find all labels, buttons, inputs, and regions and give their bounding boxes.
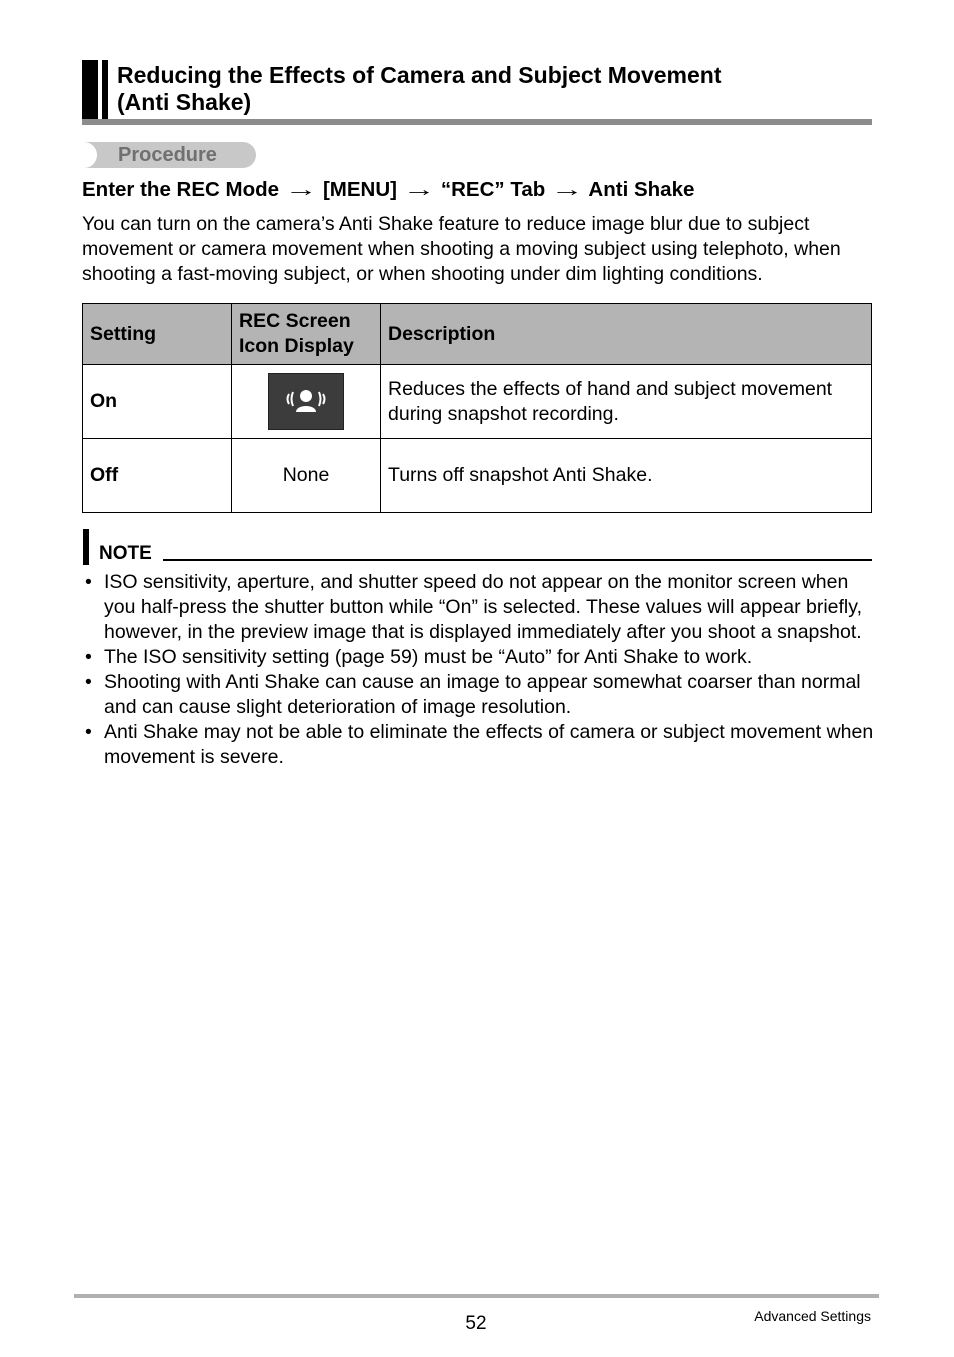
title-underline — [82, 119, 872, 125]
path-step-rec-mode: Enter the REC Mode — [82, 178, 280, 201]
note-text: Anti Shake may not be able to eliminate the effects of camera or subject movement when movement is severe. — [104, 721, 874, 768]
footer-section-name: Advanced Settings — [754, 1308, 871, 1324]
anti-shake-icon — [268, 373, 344, 430]
bullet-icon: • — [85, 721, 92, 743]
list-item — [82, 570, 882, 645]
header-setting: Setting — [83, 304, 232, 365]
header-description: Description — [381, 304, 872, 365]
note-text: ISO sensitivity, aperture, and shutter speed do not appear on the monitor screen when you half-press the shutter button while “On” is selected. These values will appear briefly, however, in the preview image that is displayed immediately after you shoot a snapshot. — [104, 571, 862, 643]
arrow-right-icon: → — [402, 178, 436, 201]
procedure-label: Procedure — [118, 144, 217, 166]
header-icon-display-text: REC Screen Icon Display — [239, 310, 354, 357]
note-label: NOTE — [99, 543, 152, 564]
list-item — [82, 670, 882, 720]
note-text: Shooting with Anti Shake can cause an image to appear somewhat coarser than normal and can cause slight deterioration of image resolution. — [104, 671, 861, 718]
row-on-setting: On — [83, 365, 232, 439]
arrow-right-icon: → — [550, 178, 584, 201]
path-step-rec-tab: “REC” Tab — [440, 178, 546, 201]
table-row — [83, 439, 872, 513]
bullet-icon: • — [85, 671, 92, 693]
note-list — [82, 570, 882, 770]
bullet-icon: • — [85, 646, 92, 668]
procedure-badge — [83, 142, 256, 168]
header-icon-display — [232, 304, 381, 365]
path-step-anti-shake: Anti Shake — [588, 178, 695, 201]
heading-marker — [82, 60, 108, 120]
row-off-icon-display: None — [232, 439, 381, 513]
menu-path — [82, 178, 694, 202]
page-number: 52 — [465, 1313, 487, 1334]
row-on-icon-cell — [232, 365, 381, 439]
list-item — [82, 645, 882, 670]
row-off-setting: Off — [83, 439, 232, 513]
intro-paragraph: You can turn on the camera’s Anti Shake feature to reduce image blur due to subject movement or camera movement when shooting a moving subject using telephoto, when shooting a fast-moving subject, or when shooting under dim lighting conditions. — [82, 213, 841, 285]
note-marker — [83, 529, 89, 565]
footer-divider — [74, 1294, 879, 1298]
note-divider — [163, 559, 872, 561]
settings-table — [82, 303, 872, 513]
section-title-line1: Reducing the Effects of Camera and Subject Movement — [117, 62, 722, 88]
list-item — [82, 720, 882, 770]
bullet-icon: • — [85, 571, 92, 593]
row-on-description: Reduces the effects of hand and subject movement during snapshot recording. — [381, 365, 872, 439]
table-row — [83, 365, 872, 439]
table-header-row — [83, 304, 872, 365]
section-title-line2: (Anti Shake) — [117, 89, 252, 115]
arrow-right-icon: → — [284, 178, 318, 201]
path-step-menu: [MENU] — [322, 178, 397, 201]
section-title — [117, 62, 857, 116]
row-off-description: Turns off snapshot Anti Shake. — [381, 439, 872, 513]
note-text: The ISO sensitivity setting (page 59) must be “Auto” for Anti Shake to work. — [104, 646, 753, 668]
